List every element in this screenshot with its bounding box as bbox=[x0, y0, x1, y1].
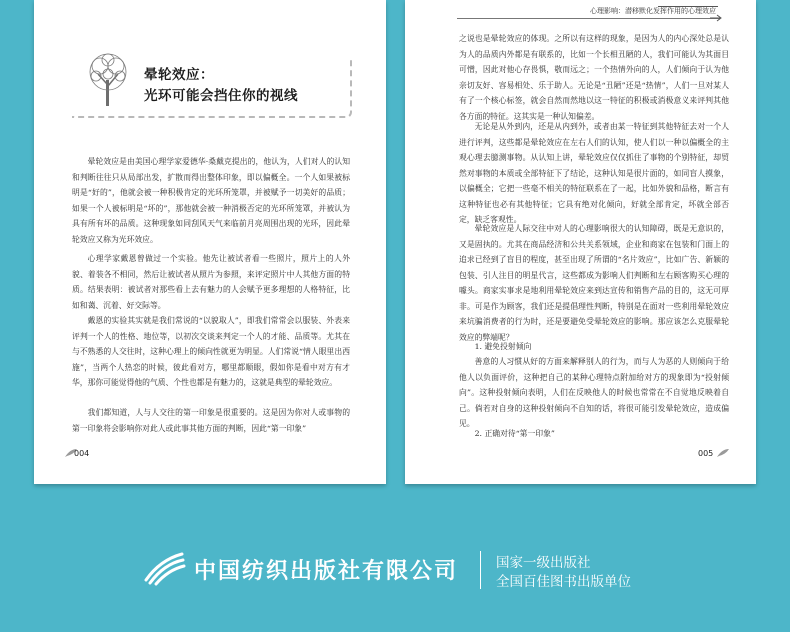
section-heading: 2. 正确对待“第一印象” bbox=[474, 429, 555, 438]
running-header: 心理影响：潜移默化发挥作用的心理效应 bbox=[590, 7, 716, 15]
footer-divider bbox=[480, 551, 481, 589]
page-number: 004 bbox=[74, 449, 90, 458]
chapter-title-line2: 光环可能会挡住你的视线 bbox=[144, 88, 298, 104]
right-page bbox=[405, 0, 756, 484]
paragraph: 无论是从外到内，还是从内到外，或者由某一特征到其他特征去对一个人进行评判，这些都是晕轮效应在左右人们的认知，使人们以一种以偏概全的主观心理去臆测事物。从认知上讲，晕轮效应仅仅抓住了事物的个别特征，却贸然对事物的本质或全部特征下了结论，这种认知是很片面的，如同盲人摸象，以偏概全；它把一些毫不相关的特征联系在了一起，比如外貌和品格，断言有这种特征也必有其他特征；它具有绝对化倾向，好就全部肯定，坏就全部否定，缺乏客观性。 bbox=[459, 122, 729, 224]
feather-icon bbox=[716, 448, 730, 458]
paragraph: 戴恩的实验其实就是我们常说的“以貌取人”，即我们常常会以服装、外表来评判一个人的性格、地位等，以初次交谈来判定一个人的才能、品质等。尤其在与不熟悉的人交往时，这种心理上的倾向性就更为明显。人们常说“情人眼里出西施”，当两个人热恋的时候，彼此看对方，哪里都顺眼，假如你是看中对方有才华，那你可能觉得他的气质、个性也都是有魅力的，这就是典型的晕轮效应。 bbox=[72, 316, 350, 387]
publisher-rank-line1: 国家一级出版社 bbox=[496, 555, 591, 571]
publisher-name: 中国纺织出版社有限公司 bbox=[194, 558, 459, 584]
page-number: 005 bbox=[698, 449, 714, 458]
publisher-logo-icon bbox=[142, 550, 186, 586]
paragraph: 善意的人习惯从好的方面来解释别人的行为，而与人为恶的人则倾向于给他人以负面评价，这种把自己的某种心理特点附加给对方的现象即为“投射倾向”。这种投射倾向表明，人们在反映他人的时候也常常在不自觉地反映着自己。倘若对自身的这种投射倾向不自知的话，将很可能引发晕轮效应，造成偏见。 bbox=[459, 357, 729, 428]
paragraph: 晕轮效应是人际交往中对人的心理影响很大的认知障碍，既是无意识的，又是固执的。尤其在商品经济和公共关系领域，企业和商家在包装和门面上的追求已经到了盲目的程度，甚至出现了所谓的“名片效应”，比如广告、新颖的包装、引人注目的明星代言，这些都成为影响人们判断和左右顾客购买心理的噱头。商家实事求是地利用晕轮效应来到达宣传和销售产品的目的，这无可厚非。可是作为顾客，我们还是提倡理性判断，特别是在面对一些利用晕轮效应来坑骗消费者的行为时，还是要避免受晕轮效应的影响。那应该怎么克服晕轮效应的弊端呢？ bbox=[459, 224, 729, 342]
paragraph: 晕轮效应是由美国心理学家爱德华·桑戴克提出的，他认为，人们对人的认知和判断往往只从局部出发，扩散而得出整体印象，即以偏概全。一个人如果被标明是“好的”，他就会被一种积极肯定的光环所笼罩，并被赋予一切美好的品质；如果一个人被标明是“坏的”，那他就会被一种消极否定的光环所笼罩，并被认为具有所有坏的品质。这种现象如同刮风天气来临前月亮周围出现的光环，因此晕轮效应又称为光环效应。 bbox=[72, 157, 350, 244]
publisher-rank-line2: 全国百佳图书出版单位 bbox=[496, 574, 631, 590]
arrow-icon bbox=[710, 14, 722, 22]
paragraph: 我们都知道，人与人交往的第一印象是很重要的。这是因为你对人或事物的第一印象将会影响你对此人或此事其他方面的判断，因此“第一印象” bbox=[72, 408, 350, 433]
left-page bbox=[34, 0, 386, 484]
chapter-title-line1: 晕轮效应： bbox=[144, 67, 214, 83]
paragraph: 之说也是晕轮效应的体现。之所以有这样的现象，是因为人的内心深处总是认为人的品质内外都是有联系的，比如一个长相丑陋的人，我们可能认为其面目可憎，因此对他心存畏惧，敬而远之；一个热情外向的人，人们倾向于认为他亲切友好、容易相处、乐于助人。无论是“丑陋”还是“热情”，人们一旦对某人有了一个核心标签，就会自然而然地以这一特征的积极或消极意义来评判其他各方面的特征。这其实是一种认知偏差。 bbox=[459, 34, 729, 121]
tree-icon bbox=[80, 50, 136, 108]
paragraph: 心理学家戴恩曾做过一个实验。他先让被试者看一些照片，照片上的人外貌、着装各不相同，然后让被试者从照片为参照，来评定照片中人其他方面的特质。结果表明：被试者对那些看上去有魅力的人会赋予更多理想的人格特征，比如和蔼、沉着、好交际等。 bbox=[72, 254, 350, 310]
section-heading: 1. 避免投射倾向 bbox=[474, 342, 532, 351]
header-rule bbox=[457, 18, 720, 19]
